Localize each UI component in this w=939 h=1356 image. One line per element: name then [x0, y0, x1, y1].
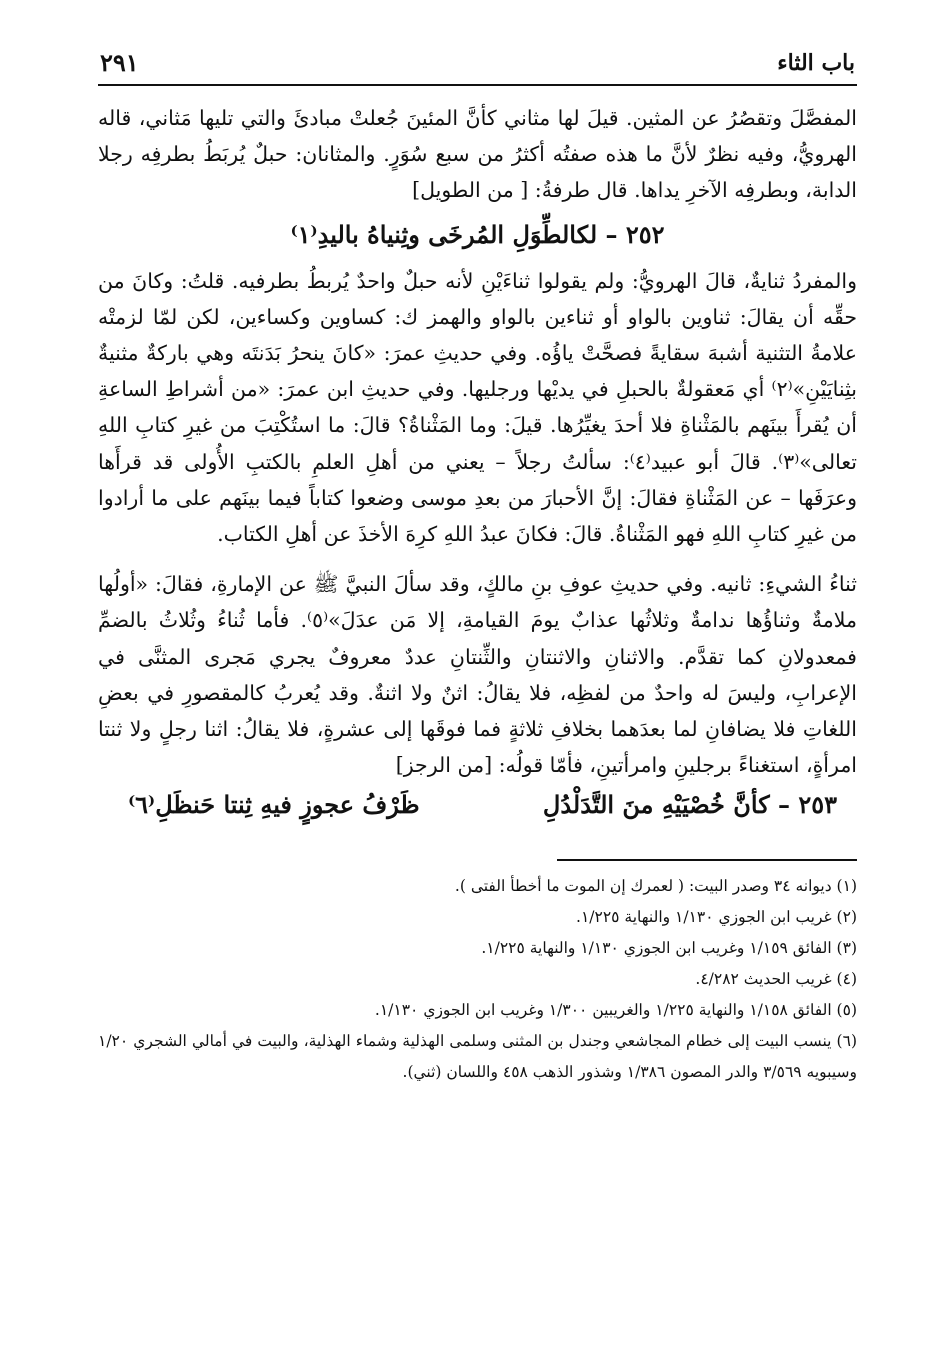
footnote-5: (٥) الفائق ١/١٥٨ والنهاية ١/٢٢٥ والغريبين ١/٣٠٠ وغريب ابن الجوزي ١/١٣٠. [374, 1001, 857, 1020]
footnotes [98, 871, 857, 1088]
footnote-1: (١) ديوانه ٣٤ وصدر البيت: ( لعمرك إن الموت ما أخطأ الفتى ). [454, 877, 857, 896]
verse-253-second-hemistich: ظَرْفُ عجوزٍ فيهِ ثِنتا حَنظَلِ⁽٦⁾ [128, 790, 420, 820]
page-body [98, 100, 857, 825]
verse-253 [128, 785, 837, 825]
page-number: ٢٩١ [100, 48, 139, 77]
paragraph-2: والمفردُ ثنايةٌ، قالَ الهرويُّ: ولم يقولوا ثناءَيْنِ لأنه حبلٌ واحدٌ يُربطُ بطرفيه. قلتُ: وكانَ من حقِّه أن يقالَ: ثناوين بالواو أو ثناءين بالواو والهمز ك: كساوين وكساءين، لكن لمّا لزمتْه علامةُ التثنية أشبهَ سقايةً فصحَّتْ ياؤُه. وفي حديثِ عمرَ: «كانَ ينحرُ بَدَنتَه وهي باركةٌ مثنيةٌ بثِنايَيْنِ»⁽٢⁾ أي مَعقولةٌ بالحبلِ في يديْها ورجليها. وفي حديثِ ابن عمرَ: «من أشراطِ الساعةِ أن يُقرأَ بينَهم بالمَثْناةِ فلا أحدَ يغيِّرُها. قيلَ: وما المَثْناةُ؟ قالَ: ما استُكْتِبَ من غيرِ كتابِ اللهِ تعالى»⁽٣⁾. قالَ أبو عبيد⁽٤⁾: سألتُ رجلاً – يعني من أهلِ العلمِ بالكتبِ الأُولى قد قرأَها وعرَفَها – عن المَثْناةِ فقالَ: إنَّ الأحبارَ من بعدِ موسى وضعوا كتاباً فيما بينَهم على ما أرادوا من غيرِ كتابِ اللهِ فهو المَثْناةُ. قالَ: فكانَ عبدُ اللهِ كرِهَ الأخذَ عن أهلِ الكتاب. [98, 268, 857, 547]
paragraph-3: ثناءُ الشيءِ: ثانيه. وفي حديثِ عوفِ بنِ مالكٍ، وقد سألَ النبيَّ ﷺ عن الإمارةِ، فقالَ: «أولُها ملامةٌ وثناؤُها ندامةٌ وثلاثُها عذابٌ يومَ القيامةِ، إلا مَن عدَلَ»⁽٥⁾. فأما ثُناءُ وثُلاثُ بالضمِّ فمعدولانِ كما تقدَّم. والاثنانِ والاثنتانِ والثِّنتانِ عددٌ معروفٌ يجري مَجرى المثنَّى في الإعرابِ، وليسَ له واحدٌ من لفظِه، فلا يقالُ: اثنٌ ولا اثنةٌ. وقد يُعربُ كالمقصورِ في بعضِ اللغاتِ فلا يضافانِ لما بعدَهما بخلافِ ثلاثةٍ فما فوقَها إلى عشرةٍ، فلا يقالُ: اثنا رجلٍ ولا ثنتا امرأةٍ، استغناءً برجلينِ وامرأتينِ، فأمّا قولُه: [من الرجز] [98, 572, 857, 778]
verse-253-first-hemistich: ٢٥٣ – كأنَّ خُصْيَيْهِ منَ التَّدَلْدُلِ [542, 790, 837, 820]
footnote-2: (٢) غريب ابن الجوزي ١/١٣٠ والنهاية ١/٢٢٥. [576, 908, 857, 927]
paragraph-1: المفصَّلَ وتقصُرُ عن المثين. قيلَ لها مثاني كأنَّ المئينَ جُعلتْ مبادئَ والتي تليها مَثاني، قاله الهرويُّ، وفيه نظرٌ لأنَّ ما هذه صفتُه أكثرُ من سبع سُوَرٍ. والمثانان: حبلٌ يُربَطُ بطرفِه رجلا الدابة، وبطرفِه الآخرِ يداها. قال طرفةُ: [ من الطويل] [98, 106, 857, 203]
footnote-6: (٦) ينسب البيت إلى خطام المجاشعي وجندل بن المثنى وسلمى الهذلية وشماء الهذلية، والبيت في أمالي الشجري ١/٢٠ وسيبويه ٣/٥٦٩ والدر المصون ١/٣٨٦ وشذور الذهب ٤٥٨ واللسان (ثني). [98, 1032, 857, 1082]
chapter-title: باب الثاء [777, 50, 855, 76]
footnote-3: (٣) الفائق ١/١٥٩ وغريب ابن الجوزي ١/١٣٠ والنهاية ١/٢٢٥. [481, 939, 857, 958]
footnote-separator [557, 859, 857, 861]
footnote-4: (٤) غريب الحديث ٤/٢٨٢. [695, 970, 857, 989]
page-header [98, 48, 857, 86]
verse-252: ٢٥٢ – لكالطِّوَلِ المُرخَى وثِنياهُ باليدِ⁽١⁾ [290, 219, 665, 249]
